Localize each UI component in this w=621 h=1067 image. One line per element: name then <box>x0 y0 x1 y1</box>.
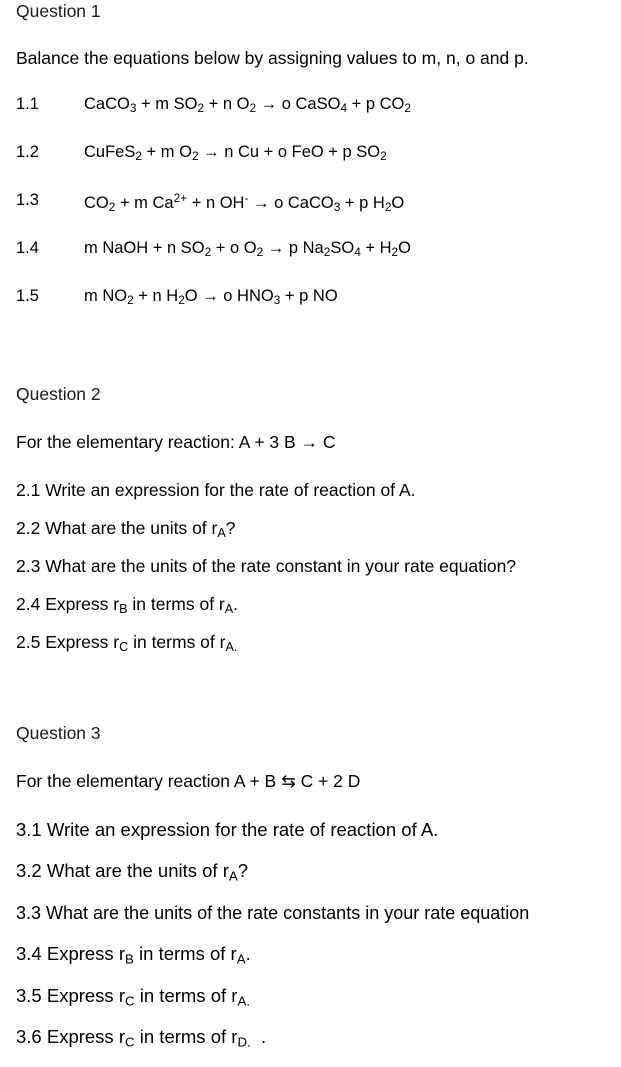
q2-item-2-1: 2.1 Write an expression for the rate of reaction of A. <box>16 480 416 500</box>
q3-item-3-1: 3.1 Write an expression for the rate of reaction of A. <box>16 819 439 840</box>
eq-number: 1.5 <box>16 287 39 305</box>
q3-item-3-5: 3.5 Express $r_C$ in terms of $r_{A.}$ <box>16 985 251 1009</box>
q2-intro: For the elementary reaction: A + 3 B → C <box>16 432 336 452</box>
q2-item-2-5-text: 2.5 Express r <box>16 632 120 652</box>
q3-item-3-2-text: 3.2 What are the units of r <box>16 860 229 881</box>
eq-number: 1.1 <box>16 95 39 113</box>
q3-intro: For the elementary reaction A + B ⇆ C + 2 D <box>16 771 361 791</box>
eq-number: 1.4 <box>16 239 39 257</box>
eq-number: 1.3 <box>16 191 39 209</box>
eq-number: 1.2 <box>16 143 39 161</box>
q3-item-3-4-text: 3.4 Express r <box>16 943 125 964</box>
q2-item-2-4: 2.4 Express $r_B$ in terms of $r_A$. <box>16 594 239 617</box>
q3-item-3-3: 3.3 What are the units of the rate constants in your rate equation <box>16 903 530 923</box>
equation-1-2: CuFeS$_2$ + m $O_2 \to n$ Cu + o FeO + p $SO_2$ <box>84 143 387 163</box>
q3-item-3-4: 3.4 Express $r_B$ in terms of $r_A$. <box>16 943 251 967</box>
q3-title: Question 3 <box>16 723 101 743</box>
q2-title: Question 2 <box>16 384 101 404</box>
equation-1-3: $CO_2 + m$ $Ca^{2+} + n$ OH- → o CaCO$_3$ + p $H_2O$ <box>84 191 405 214</box>
q2-item-2-2: 2.2 What are the units of $r_A$? <box>16 518 236 541</box>
q1-intro: Balance the equations below by assigning values to m, n, o and p. <box>16 48 529 68</box>
equation-1-4: m NaOH + n $SO_2 + o$ $O_2 \to p$ $Na_2SO_4 + H_2O$ <box>84 239 411 259</box>
q2-item-2-2-text: 2.2 What are the units of r <box>16 518 218 538</box>
equation-1-1: CaCO$_3$ + m $SO_2 + n$ $O_2 \to o$ CaSO$_4$ + p $CO_2$ <box>84 95 411 115</box>
q2-item-2-4-text: 2.4 Express r <box>16 594 120 614</box>
q2-item-2-5: 2.5 Express $r_C$ in terms of $r_{A.}$ <box>16 632 238 655</box>
q3-item-3-6: 3.6 Express $r_C$ in terms of $r_{D.}$ . <box>16 1026 267 1050</box>
q3-item-3-5-text: 3.5 Express r <box>16 985 125 1006</box>
q1-title: Question 1 <box>16 1 101 21</box>
q3-item-3-2: 3.2 What are the units of $r_A$? <box>16 860 249 884</box>
equation-1-5: m $NO_2 + n$ $H_2O \to o$ $HNO_3 + p$ NO <box>84 287 338 307</box>
q2-item-2-3: 2.3 What are the units of the rate constant in your rate equation? <box>16 556 517 576</box>
q3-item-3-6-text: 3.6 Express r <box>16 1026 125 1047</box>
